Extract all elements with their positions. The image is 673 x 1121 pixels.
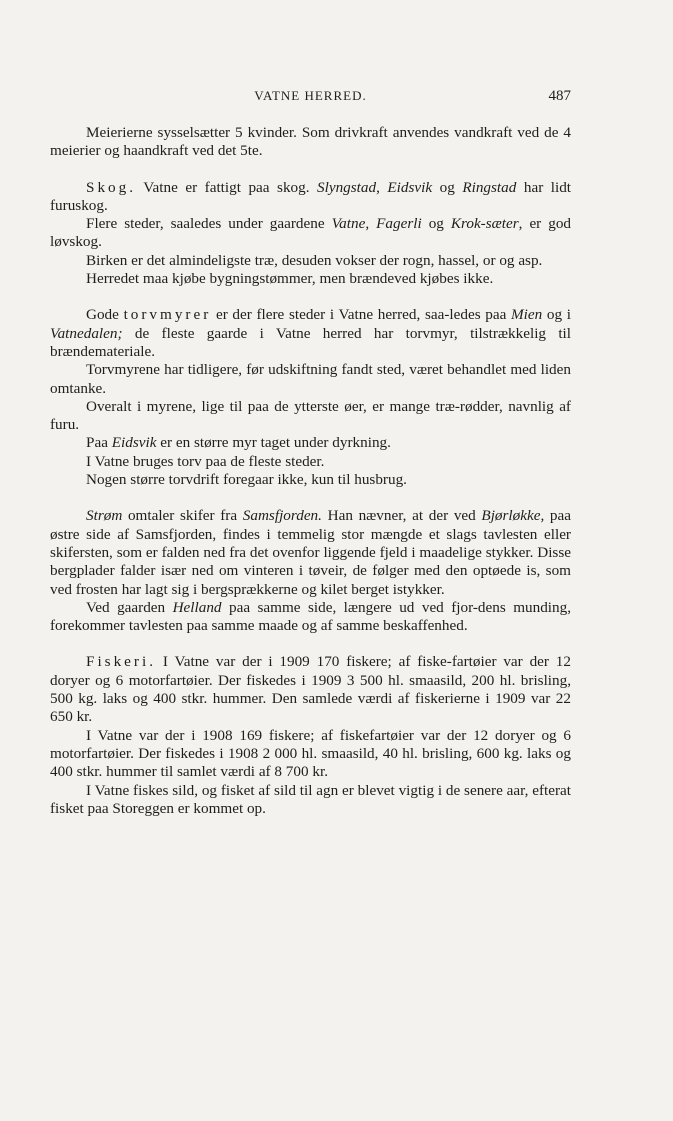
paragraph-skifer: Strøm omtaler skifer fra Samsfjorden. Han nævner, at der ved Bjørløkke, paa østre side af Samsfjorden, findes i temmelig stor mængde et slags tavlesten eller skifersten, som er falden ned fra det ovenfor liggende fjeld i maadelige stykker. Disse bergplader falder især ned om vinteren i tøveir, de følger med den optøede is, som ved frosten har lagt sig i bergsprækkerne og kilet berget istykker. — [50, 507, 572, 598]
paragraph-helland: Ved gaarden Helland paa samme side, længere ud ved fjor-dens munding, forekommer tavlesten paa samme maade og af samme beskaffenhed. — [50, 598, 571, 635]
paragraph-meierier: Meierierne sysselsætter 5 kvinder. Som drivkraft anvendes vandkraft ved de 4 meierier og haandkraft ved det 5te. — [50, 124, 571, 160]
paragraph-torvmyrene: Torvmyrene har tidligere, før udskiftning fandt sted, været behandlet med liden omtanke. — [50, 361, 571, 397]
paragraph-torvdrift: Nogen større torvdrift foregaar ikke, kun til husbrug. — [86, 471, 407, 489]
paragraph-fiskeri-1908: I Vatne var der i 1908 169 fiskere; af fiskefartøier var der 12 doryer og 6 motorfartøier. Der fiskedes i 1908 2 000 hl. smaasild, 40 hl. brisling, 600 kg. laks og 400 stkr. hummer til samlet værdi af 8 700 kr. — [50, 726, 571, 781]
paragraph-skog: Skog. Vatne er fattigt paa skog. Slyngstad, Eidsvik og Ringstad har lidt furuskog. — [50, 178, 572, 214]
paragraph-overalt: Overalt i myrene, lige til paa de ytterste øer, er mange træ-rødder, navnlig af furu. — [50, 397, 571, 434]
page-number: 487 — [548, 88, 571, 104]
page-header — [50, 88, 571, 108]
body-text — [50, 124, 571, 818]
section-lead-skog: Skog. — [86, 178, 137, 196]
paragraph-torvmyrer: Gode torvmyrer er der flere steder i Vatne herred, saa-ledes paa Mien og i Vatnedalen; de fleste gaarde i Vatne herred har torvmyr, tilstrækkelig til brændemateriale. — [50, 306, 571, 360]
paragraph-birken: Birken er det almindeligste træ, desuden vokser der rogn, hassel, or og asp. — [86, 251, 543, 269]
section-lead-fiskeri: Fiskeri. — [86, 653, 156, 671]
paragraph-herredet: Herredet maa kjøbe bygningstømmer, men brændeved kjøbes ikke. — [86, 270, 494, 288]
paragraph-fiskeri-1909: Fiskeri. I Vatne var der i 1909 170 fiskere; af fiske-fartøier var der 12 doryer og 6 motorfartøier. Der fiskedes i 1909 3 500 hl. smaasild, 200 hl. brisling, 500 kg. laks og 400 stkr. hummer. Den samlede værdi af fiskerierne i 1909 var 22 650 kr. — [50, 653, 571, 726]
paragraph-sild: I Vatne fiskes sild, og fisket af sild til agn er blevet vigtig i de senere aar, efterat fisket paa Storeggen er kommet op. — [50, 781, 571, 817]
paragraph-eidsvik: Paa Eidsvik er en større myr taget under dyrkning. — [86, 434, 391, 452]
paragraph-lovskog: Flere steder, saaledes under gaardene Vatne, Fagerli og Krok-sæter, er god løvskog. — [50, 215, 572, 251]
running-title: VATNE HERRED. — [254, 88, 367, 103]
paragraph-torv: I Vatne bruges torv paa de fleste steder. — [86, 452, 325, 470]
